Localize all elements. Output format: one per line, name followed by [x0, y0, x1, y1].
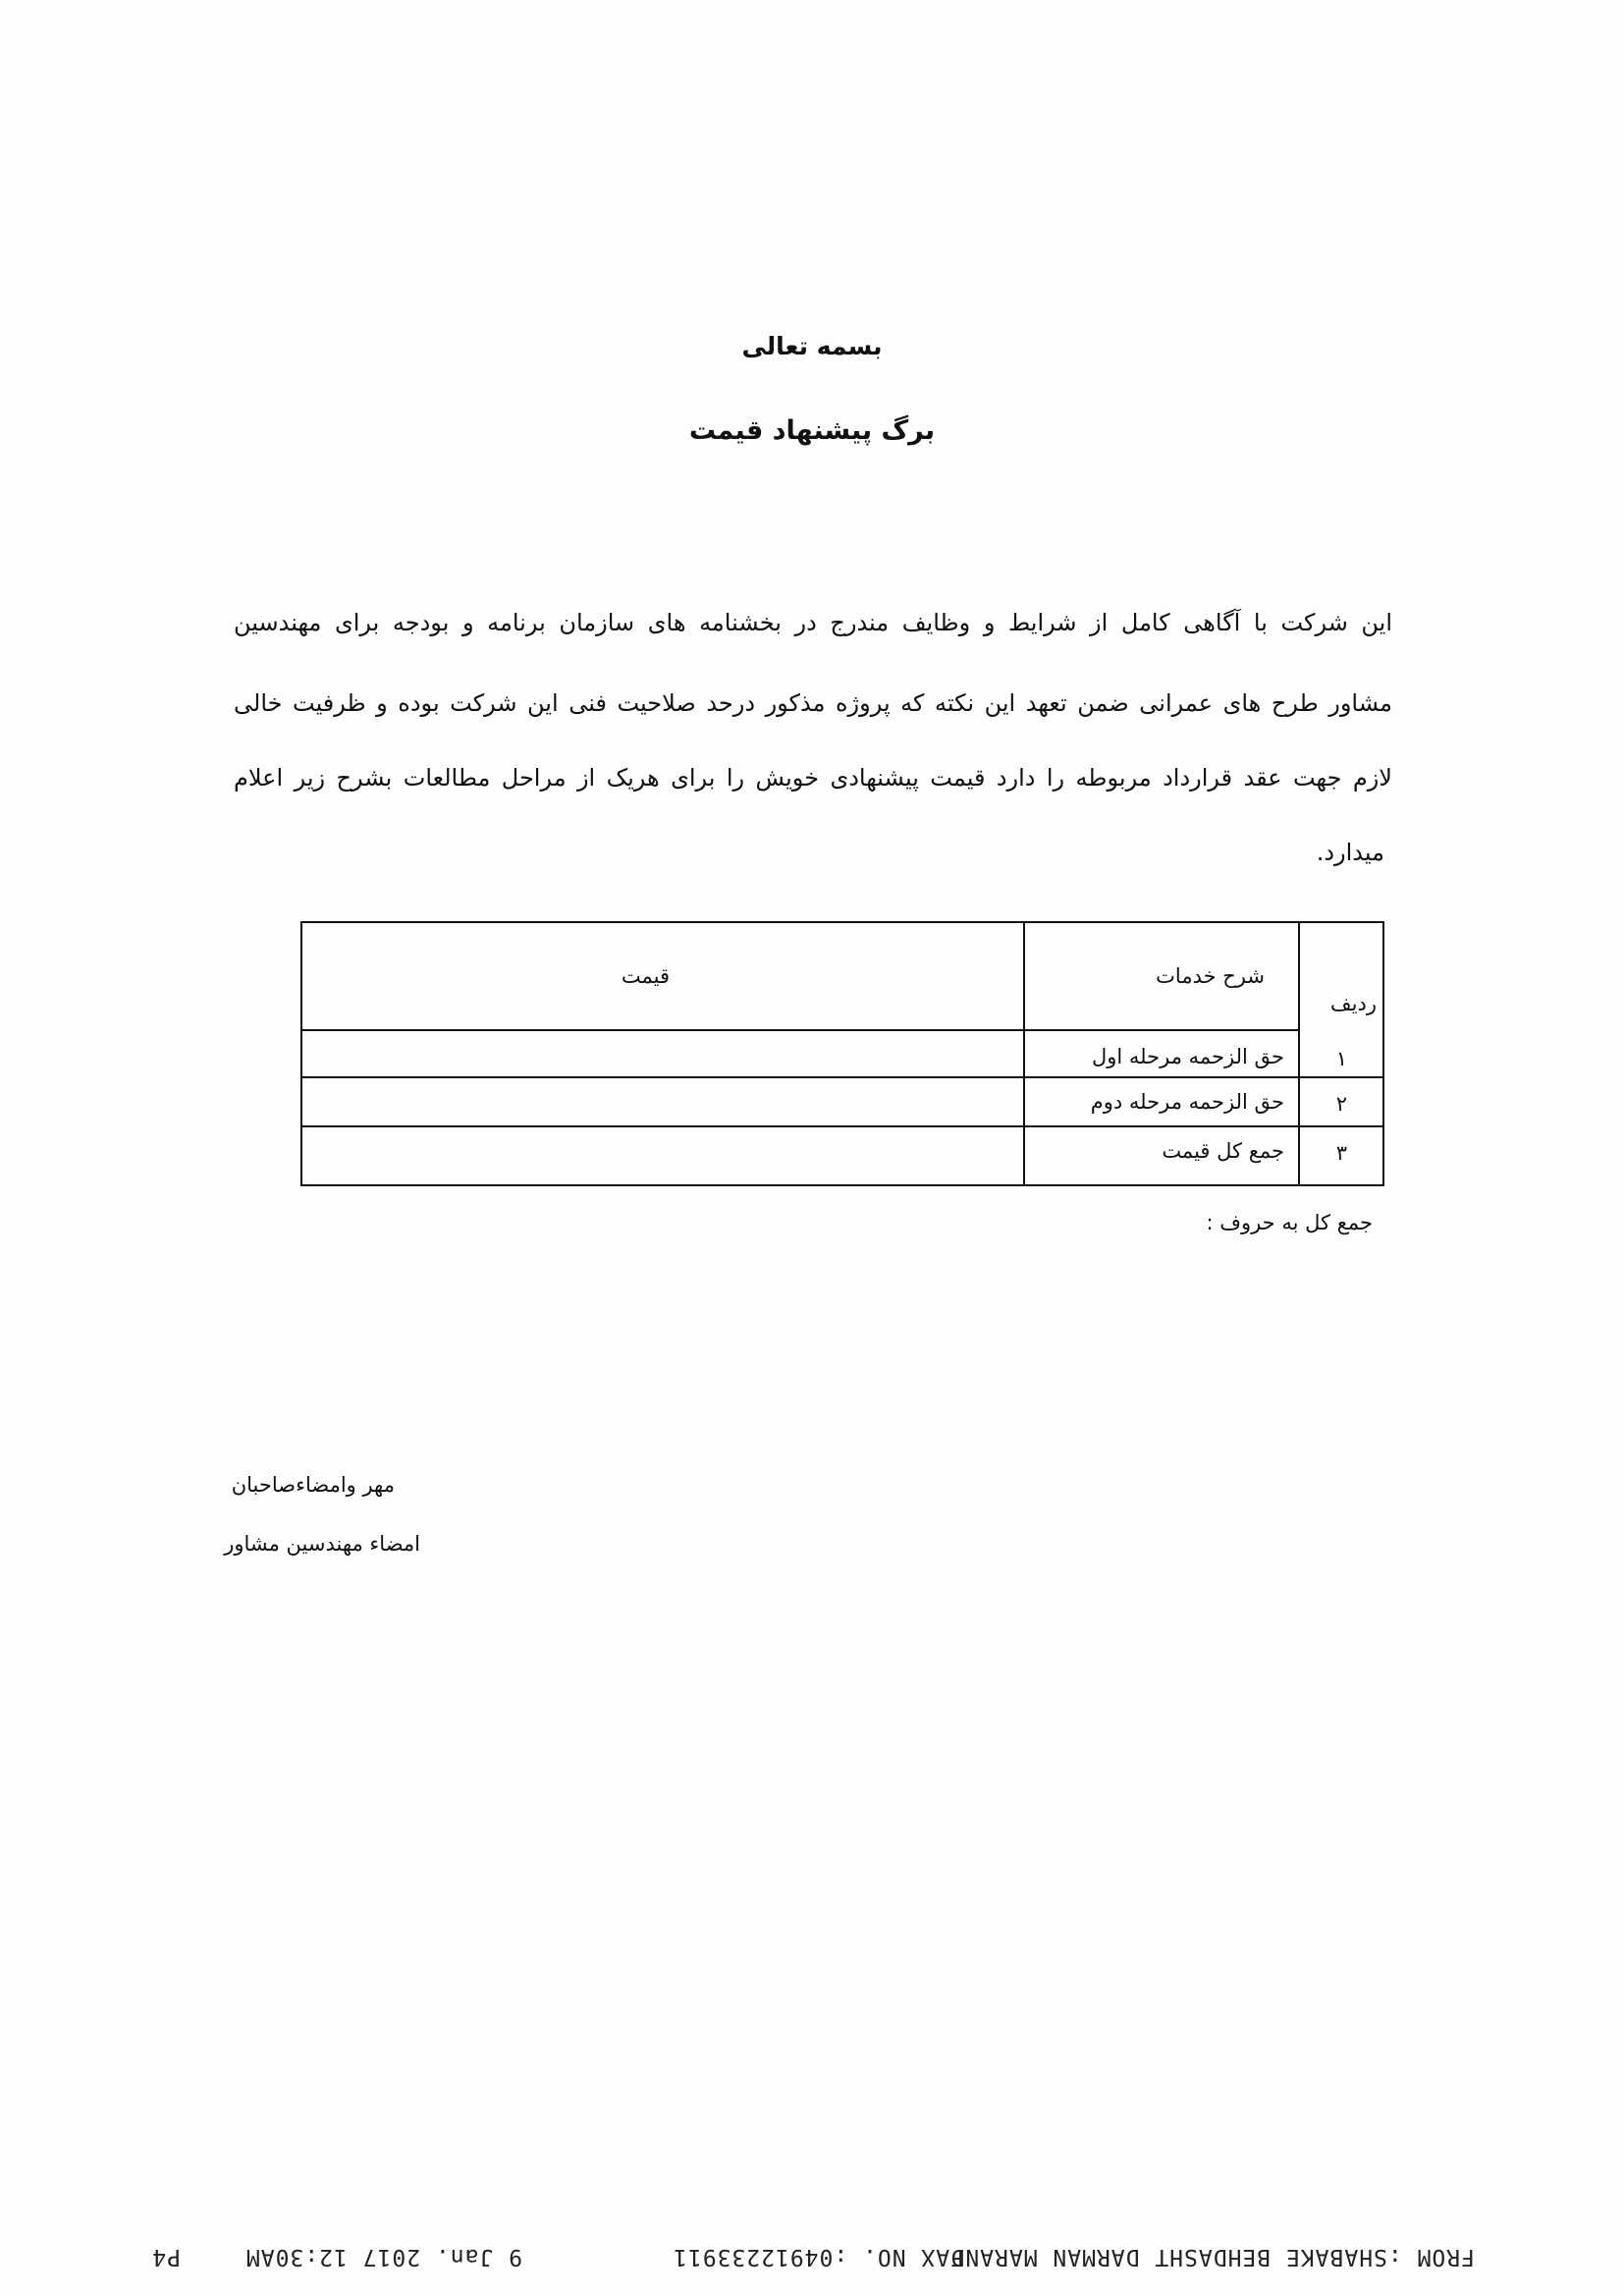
table-row-divider — [302, 1125, 1382, 1127]
row-description: حق الزحمه مرحله دوم — [1090, 1090, 1284, 1114]
fax-header-upside-down — [116, 2240, 1475, 2269]
fax-sender: FROM :SHABAKE BEHDASHT DARMAN MARAND — [949, 2244, 1475, 2269]
row-number: ۲ — [1335, 1092, 1347, 1116]
document-title: برگ پیشنهاد قیمت — [688, 415, 936, 446]
row-description: جمع کل قیمت — [1162, 1139, 1284, 1163]
row-description: حق الزحمه مرحله اول — [1092, 1045, 1284, 1068]
salutation-heading: بسمه تعالی — [741, 332, 883, 360]
total-in-words-label: جمع کل به حروف : — [1206, 1211, 1373, 1234]
table-row-divider — [302, 1029, 1300, 1031]
table-column-divider — [1298, 923, 1300, 1184]
engineers-signature-label: امضاء مهندسین مشاور — [224, 1532, 420, 1556]
table-row-divider — [302, 1076, 1382, 1078]
fax-number: FAX NO. :04912233911 — [673, 2244, 964, 2269]
row-number: ۱ — [1335, 1047, 1347, 1070]
table-column-divider — [1023, 923, 1025, 1184]
row-number: ۳ — [1335, 1141, 1347, 1165]
fax-date: 9 Jan. 2017 12:30AM — [244, 2244, 522, 2269]
price-table — [300, 921, 1384, 1186]
stamp-signature-label: مهر وامضاءصاحبان — [231, 1473, 395, 1497]
intro-paragraph-line: لازم جهت عقد قرارداد مربوطه را دارد قیمت پیشنهادی خویش را برای هریک از مراحل مطالعات بشرح زیر اعلام — [234, 764, 1392, 792]
fax-page-number: P4 — [151, 2244, 181, 2269]
header-row-number: ردیف — [1329, 992, 1377, 1015]
intro-paragraph-line: این شرکت با آگاهی کامل از شرایط و وظایف مندرج در بخشنامه های سازمان برنامه و بودجه برای مهندسین — [234, 609, 1392, 636]
header-price: قیمت — [621, 964, 670, 988]
intro-paragraph-line: میدارد. — [1316, 839, 1384, 866]
intro-paragraph-line: مشاور طرح های عمرانی ضمن تعهد این نکته که پروژه مذکور درحد صلاحیت فنی این شرکت بوده و ظرفیت خالی — [234, 689, 1392, 717]
header-description: شرح خدمات — [1156, 964, 1265, 988]
